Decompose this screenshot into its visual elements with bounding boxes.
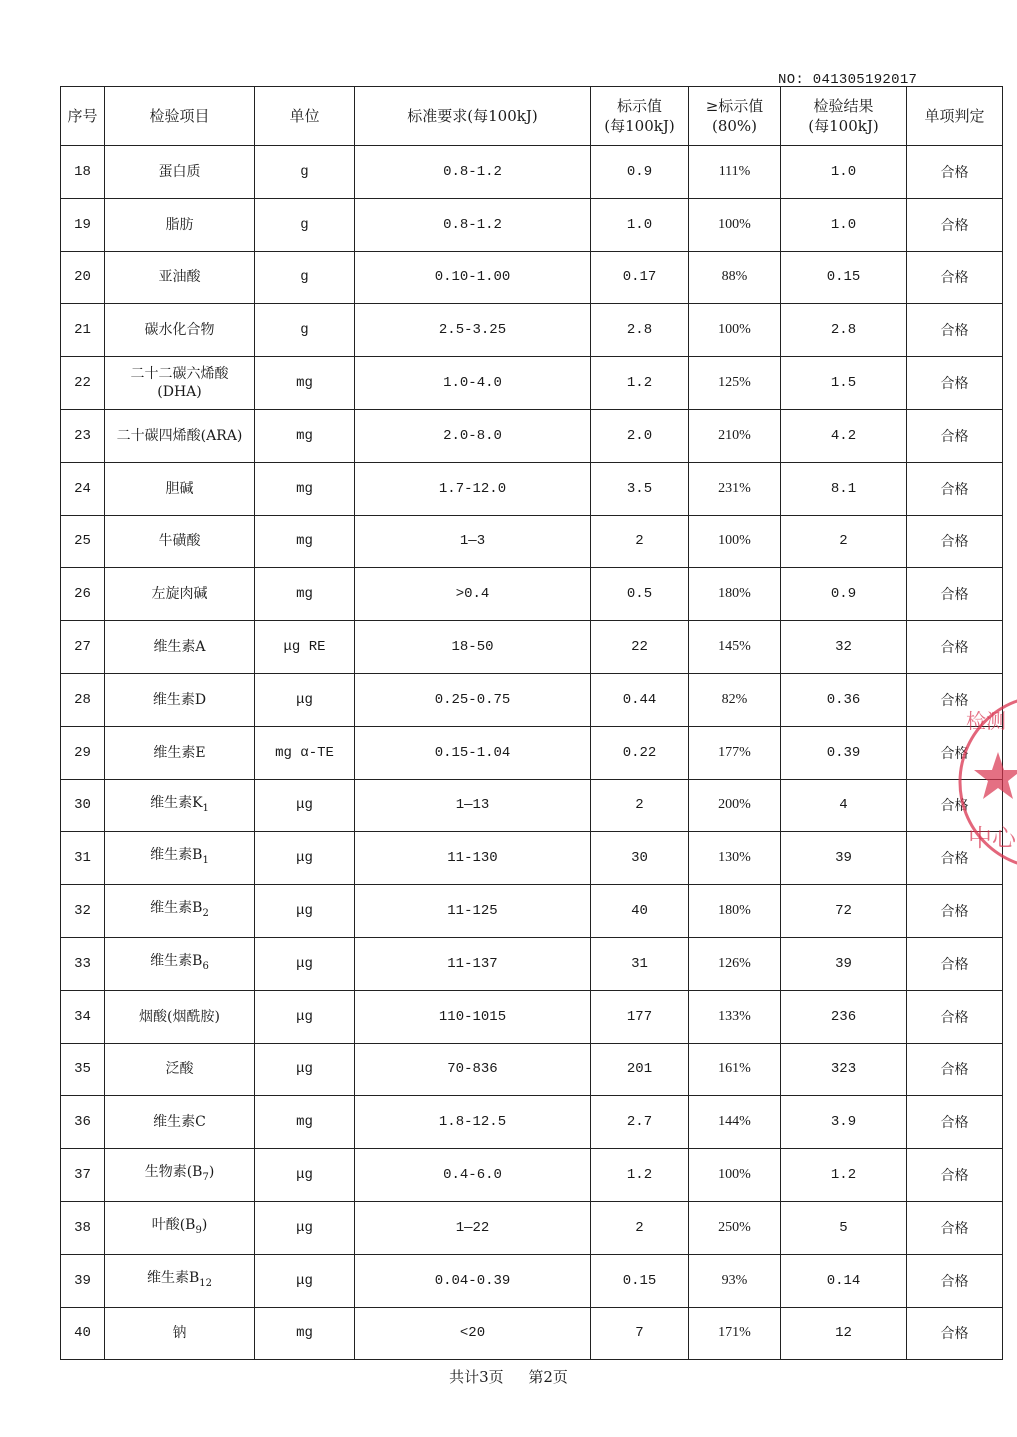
cell-seq: 25 [61, 515, 105, 568]
cell-result: 236 [781, 990, 907, 1043]
cell-label-value: 2.0 [591, 409, 689, 462]
cell-seq: 21 [61, 304, 105, 357]
table-row [61, 1307, 1003, 1360]
cell-label-value: 3.5 [591, 462, 689, 515]
cell-result: 8.1 [781, 462, 907, 515]
item-name-sub: 9 [195, 1224, 202, 1236]
cell-ratio: 100% [689, 1149, 781, 1202]
cell-standard: 0.25-0.75 [355, 673, 591, 726]
cell-seq: 28 [61, 673, 105, 726]
cell-ratio: 88% [689, 251, 781, 304]
cell-result: 323 [781, 1043, 907, 1096]
cell-seq: 26 [61, 568, 105, 621]
cell-seq: 34 [61, 990, 105, 1043]
cell-result: 0.39 [781, 726, 907, 779]
item-name: 牛磺酸 [158, 533, 201, 550]
cell-unit: μg [255, 779, 355, 832]
cell-standard: 11-137 [355, 937, 591, 990]
cell-label-value: 2 [591, 1201, 689, 1254]
cell-unit: mg [255, 1307, 355, 1360]
item-name: 维生素B [150, 900, 203, 917]
cell-standard: 11-125 [355, 885, 591, 938]
cell-unit: μg [255, 1254, 355, 1307]
cell-standard: 2.5-3.25 [355, 304, 591, 357]
cell-standard: 0.15-1.04 [355, 726, 591, 779]
cell-ratio: 100% [689, 304, 781, 357]
item-name: 泛酸 [165, 1061, 194, 1078]
cell-judgement: 合格 [907, 990, 1003, 1043]
cell-ratio: 100% [689, 198, 781, 251]
cell-result: 0.14 [781, 1254, 907, 1307]
cell-label-value: 177 [591, 990, 689, 1043]
cell-unit: μg [255, 990, 355, 1043]
cell-standard: <20 [355, 1307, 591, 1360]
cell-label-value: 0.44 [591, 673, 689, 726]
table-row [61, 357, 1003, 410]
report-number: NO: 041305192017 [778, 72, 918, 88]
cell-label-value: 0.5 [591, 568, 689, 621]
cell-item-name [105, 832, 255, 885]
cell-item-name [105, 568, 255, 621]
item-name: 维生素C [153, 1114, 206, 1131]
item-name-sub: 2 [202, 907, 209, 919]
cell-result: 32 [781, 621, 907, 674]
cell-label-value: 40 [591, 885, 689, 938]
item-name: 胆碱 [165, 480, 194, 497]
cell-label-value: 0.15 [591, 1254, 689, 1307]
item-name: 叶酸(B [151, 1216, 196, 1233]
cell-unit: g [255, 198, 355, 251]
cell-standard: 110-1015 [355, 990, 591, 1043]
cell-ratio: 100% [689, 515, 781, 568]
cell-judgement: 合格 [907, 779, 1003, 832]
cell-seq: 35 [61, 1043, 105, 1096]
cell-ratio: 171% [689, 1307, 781, 1360]
table-row [61, 515, 1003, 568]
cell-item-name [105, 726, 255, 779]
item-name: 二十碳四烯酸(ARA) [116, 427, 243, 444]
page-current: 第2页 [528, 1368, 568, 1386]
table-row [61, 462, 1003, 515]
cell-label-value: 1.2 [591, 357, 689, 410]
cell-judgement: 合格 [907, 1201, 1003, 1254]
cell-ratio: 180% [689, 885, 781, 938]
cell-seq: 19 [61, 198, 105, 251]
cell-item-name [105, 937, 255, 990]
cell-standard: 1—22 [355, 1201, 591, 1254]
page-total: 共计3页 [449, 1368, 504, 1386]
cell-standard: >0.4 [355, 568, 591, 621]
cell-ratio: 231% [689, 462, 781, 515]
cell-ratio: 250% [689, 1201, 781, 1254]
cell-seq: 23 [61, 409, 105, 462]
cell-judgement: 合格 [907, 357, 1003, 410]
cell-standard: 2.0-8.0 [355, 409, 591, 462]
item-name-sub: 1 [202, 855, 209, 867]
cell-result: 3.9 [781, 1096, 907, 1149]
cell-judgement: 合格 [907, 304, 1003, 357]
cell-ratio: 180% [689, 568, 781, 621]
cell-seq: 24 [61, 462, 105, 515]
cell-item-name [105, 1201, 255, 1254]
cell-item-name [105, 1149, 255, 1202]
cell-ratio: 126% [689, 937, 781, 990]
cell-judgement: 合格 [907, 937, 1003, 990]
cell-standard: 0.4-6.0 [355, 1149, 591, 1202]
item-name: 维生素D [152, 691, 207, 708]
cell-unit: g [255, 146, 355, 199]
item-name-sub: 6 [202, 960, 209, 972]
cell-seq: 39 [61, 1254, 105, 1307]
cell-judgement: 合格 [907, 621, 1003, 674]
cell-label-value: 7 [591, 1307, 689, 1360]
item-name: 生物素(B [144, 1164, 203, 1181]
cell-standard: 18-50 [355, 621, 591, 674]
cell-judgement: 合格 [907, 1043, 1003, 1096]
header-result: 检验结果 (每100kJ) [781, 87, 907, 146]
cell-label-value: 2.8 [591, 304, 689, 357]
cell-standard: 1.8-12.5 [355, 1096, 591, 1149]
table-row [61, 990, 1003, 1043]
svg-text:中心: 中心 [968, 824, 1016, 852]
cell-judgement: 合格 [907, 462, 1003, 515]
cell-unit: mg [255, 1096, 355, 1149]
cell-ratio: 125% [689, 357, 781, 410]
svg-text:检测: 检测 [966, 709, 1006, 733]
item-name: 烟酸(烟酰胺) [139, 1008, 220, 1025]
table-row [61, 1149, 1003, 1202]
item-name: 维生素B [146, 1269, 200, 1286]
item-name: 蛋白质 [158, 163, 201, 180]
cell-ratio: 130% [689, 832, 781, 885]
cell-standard: 1—3 [355, 515, 591, 568]
cell-ratio: 82% [689, 673, 781, 726]
table-row [61, 251, 1003, 304]
cell-seq: 31 [61, 832, 105, 885]
item-name: 维生素K [150, 794, 203, 811]
cell-judgement: 合格 [907, 1096, 1003, 1149]
cell-seq: 30 [61, 779, 105, 832]
item-name: 脂肪 [165, 216, 194, 233]
item-name-sub: 7 [202, 1171, 209, 1183]
cell-seq: 27 [61, 621, 105, 674]
header-judgement: 单项判定 [907, 87, 1003, 146]
table-row [61, 1254, 1003, 1307]
item-name-sub: 1 [202, 802, 209, 814]
cell-seq: 29 [61, 726, 105, 779]
cell-item-name [105, 1307, 255, 1360]
cell-unit: mg [255, 462, 355, 515]
cell-item-name [105, 885, 255, 938]
cell-ratio: 177% [689, 726, 781, 779]
cell-result: 1.0 [781, 146, 907, 199]
cell-unit: mg [255, 409, 355, 462]
cell-item-name [105, 304, 255, 357]
cell-standard: 1.7-12.0 [355, 462, 591, 515]
cell-standard: 0.8-1.2 [355, 198, 591, 251]
cell-result: 0.15 [781, 251, 907, 304]
cell-item-name [105, 515, 255, 568]
cell-ratio: 93% [689, 1254, 781, 1307]
cell-ratio: 145% [689, 621, 781, 674]
cell-item-name [105, 146, 255, 199]
cell-result: 2 [781, 515, 907, 568]
cell-label-value: 30 [591, 832, 689, 885]
cell-judgement: 合格 [907, 726, 1003, 779]
cell-judgement: 合格 [907, 568, 1003, 621]
cell-result: 39 [781, 832, 907, 885]
item-name-sub: 12 [199, 1277, 213, 1289]
cell-ratio: 200% [689, 779, 781, 832]
cell-judgement: 合格 [907, 198, 1003, 251]
cell-judgement: 合格 [907, 673, 1003, 726]
item-name: 碳水化合物 [144, 322, 215, 339]
cell-judgement: 合格 [907, 1254, 1003, 1307]
item-name-sub: (DHA) [157, 384, 202, 401]
cell-unit: μg [255, 1043, 355, 1096]
item-name-suffix: ) [208, 1164, 215, 1181]
cell-standard: 11-130 [355, 832, 591, 885]
cell-ratio: 144% [689, 1096, 781, 1149]
table-row [61, 146, 1003, 199]
cell-standard: 0.10-1.00 [355, 251, 591, 304]
cell-unit: μg [255, 673, 355, 726]
cell-label-value: 22 [591, 621, 689, 674]
cell-seq: 40 [61, 1307, 105, 1360]
cell-label-value: 1.0 [591, 198, 689, 251]
header-seq: 序号 [61, 87, 105, 146]
table-row [61, 673, 1003, 726]
cell-judgement: 合格 [907, 1307, 1003, 1360]
cell-result: 72 [781, 885, 907, 938]
item-name: 亚油酸 [158, 269, 201, 286]
item-name: 左旋肉碱 [151, 586, 208, 603]
table-row [61, 621, 1003, 674]
cell-item-name [105, 462, 255, 515]
table-row [61, 568, 1003, 621]
header-standard: 标准要求(每100kJ) [355, 87, 591, 146]
cell-judgement: 合格 [907, 146, 1003, 199]
table-row [61, 1043, 1003, 1096]
item-name: 维生素A [153, 639, 206, 656]
cell-label-value: 2.7 [591, 1096, 689, 1149]
cell-unit: mg α-TE [255, 726, 355, 779]
cell-judgement: 合格 [907, 885, 1003, 938]
table-header-row [61, 87, 1003, 146]
cell-seq: 38 [61, 1201, 105, 1254]
item-name: 维生素E [153, 744, 206, 761]
cell-ratio: 111% [689, 146, 781, 199]
table-row [61, 726, 1003, 779]
cell-seq: 32 [61, 885, 105, 938]
cell-seq: 37 [61, 1149, 105, 1202]
header-item: 检验项目 [105, 87, 255, 146]
table-row [61, 832, 1003, 885]
table-row [61, 885, 1003, 938]
cell-judgement: 合格 [907, 251, 1003, 304]
inspection-results-table [60, 86, 1003, 1360]
cell-ratio: 133% [689, 990, 781, 1043]
cell-unit: mg [255, 357, 355, 410]
header-unit: 单位 [255, 87, 355, 146]
cell-unit: μg RE [255, 621, 355, 674]
cell-unit: μg [255, 832, 355, 885]
item-name: 钠 [172, 1325, 187, 1342]
cell-standard: 70-836 [355, 1043, 591, 1096]
cell-result: 2.8 [781, 304, 907, 357]
cell-seq: 18 [61, 146, 105, 199]
cell-unit: μg [255, 1149, 355, 1202]
cell-label-value: 0.22 [591, 726, 689, 779]
cell-unit: μg [255, 885, 355, 938]
cell-label-value: 201 [591, 1043, 689, 1096]
table-row [61, 937, 1003, 990]
cell-unit: μg [255, 1201, 355, 1254]
cell-standard: 0.04-0.39 [355, 1254, 591, 1307]
table-row [61, 198, 1003, 251]
cell-unit: μg [255, 937, 355, 990]
cell-judgement: 合格 [907, 832, 1003, 885]
cell-label-value: 0.9 [591, 146, 689, 199]
header-label-value: 标示值 (每100kJ) [591, 87, 689, 146]
table-row [61, 1201, 1003, 1254]
cell-item-name [105, 1043, 255, 1096]
table-row [61, 779, 1003, 832]
item-name: 维生素B [150, 952, 203, 969]
cell-item-name [105, 1254, 255, 1307]
official-seal-stamp [958, 686, 1017, 886]
cell-label-value: 2 [591, 515, 689, 568]
table-row [61, 304, 1003, 357]
table-row [61, 1096, 1003, 1149]
cell-item-name [105, 1096, 255, 1149]
cell-item-name [105, 357, 255, 410]
cell-result: 1.0 [781, 198, 907, 251]
cell-result: 39 [781, 937, 907, 990]
cell-item-name [105, 621, 255, 674]
cell-judgement: 合格 [907, 515, 1003, 568]
cell-seq: 36 [61, 1096, 105, 1149]
cell-result: 4 [781, 779, 907, 832]
cell-label-value: 1.2 [591, 1149, 689, 1202]
header-ratio: ≥标示值 (80%) [689, 87, 781, 146]
cell-seq: 22 [61, 357, 105, 410]
cell-result: 1.2 [781, 1149, 907, 1202]
item-name-suffix: ) [201, 1216, 208, 1233]
table-row [61, 409, 1003, 462]
cell-judgement: 合格 [907, 1149, 1003, 1202]
cell-label-value: 31 [591, 937, 689, 990]
item-name: 维生素B [150, 847, 203, 864]
cell-item-name [105, 409, 255, 462]
cell-item-name [105, 779, 255, 832]
cell-unit: g [255, 304, 355, 357]
cell-item-name [105, 990, 255, 1043]
item-name: 二十二碳六烯酸 [130, 366, 229, 383]
cell-seq: 20 [61, 251, 105, 304]
cell-ratio: 210% [689, 409, 781, 462]
cell-seq: 33 [61, 937, 105, 990]
cell-result: 4.2 [781, 409, 907, 462]
cell-unit: g [255, 251, 355, 304]
cell-standard: 1.0-4.0 [355, 357, 591, 410]
cell-standard: 0.8-1.2 [355, 146, 591, 199]
cell-result: 12 [781, 1307, 907, 1360]
cell-unit: mg [255, 515, 355, 568]
cell-unit: mg [255, 568, 355, 621]
cell-ratio: 161% [689, 1043, 781, 1096]
cell-label-value: 0.17 [591, 251, 689, 304]
cell-label-value: 2 [591, 779, 689, 832]
cell-result: 1.5 [781, 357, 907, 410]
cell-item-name [105, 251, 255, 304]
cell-item-name [105, 198, 255, 251]
cell-item-name [105, 673, 255, 726]
cell-judgement: 合格 [907, 409, 1003, 462]
page-footer [0, 1366, 1017, 1387]
cell-result: 0.36 [781, 673, 907, 726]
cell-result: 5 [781, 1201, 907, 1254]
cell-result: 0.9 [781, 568, 907, 621]
cell-standard: 1—13 [355, 779, 591, 832]
